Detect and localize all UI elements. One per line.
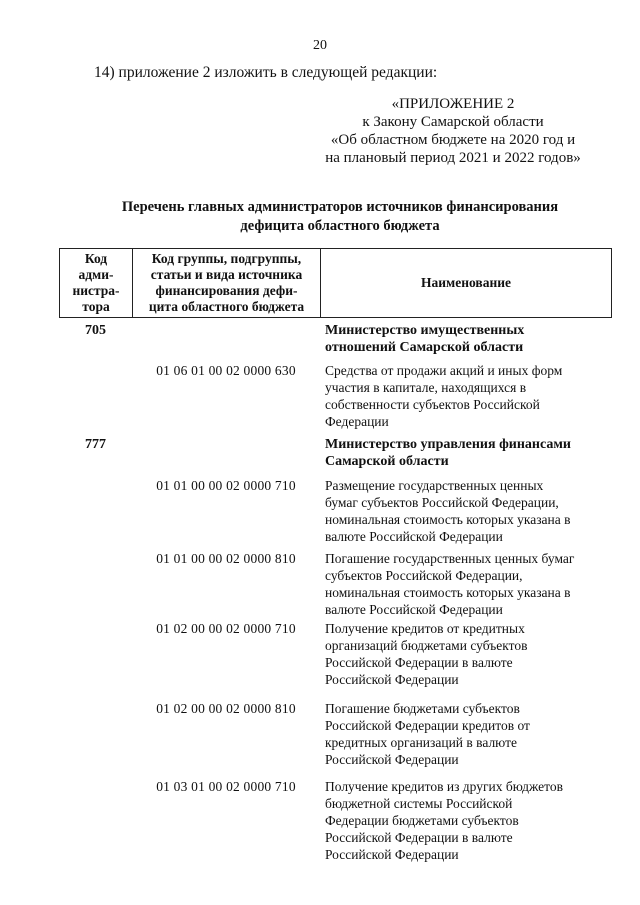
name-line: Средства от продажи акций и иных форм — [325, 363, 563, 378]
name-line: номинальная стоимость которых указана в — [325, 585, 571, 600]
name-line: Федерации бюджетами субъектов — [325, 813, 519, 828]
name-line: Российской Федерации — [325, 752, 459, 767]
name-line: субъектов Российской Федерации, — [325, 568, 523, 583]
name-line: Получение кредитов из других бюджетов — [325, 779, 563, 794]
appendix-line: «Об областном бюджете на 2020 год и — [330, 132, 576, 148]
name-line: Министерство управления финансами — [325, 437, 571, 452]
name-line: отношений Самарской области — [325, 340, 524, 355]
source-code-cell: 01 02 00 00 02 0000 810 — [156, 701, 296, 716]
name-cell — [325, 477, 610, 545]
table-header — [59, 248, 612, 318]
source-code-cell: 01 01 00 00 02 0000 710 — [156, 478, 296, 493]
name-line: собственности субъектов Российской — [325, 397, 540, 412]
source-code-cell: 01 03 01 00 02 0000 710 — [156, 779, 296, 794]
name-line: кредитных организаций в валюте — [325, 735, 517, 750]
appendix-heading — [308, 95, 598, 167]
source-code-cell: 01 06 01 00 02 0000 630 — [156, 363, 296, 378]
name-line: Погашение бюджетами субъектов — [325, 701, 520, 716]
appendix-line: на плановый период 2021 и 2022 годов» — [325, 150, 581, 166]
name-cell — [325, 322, 610, 356]
name-line: Российской Федерации в валюте — [325, 655, 513, 670]
name-cell — [325, 436, 610, 470]
admin-code-cell: 705 — [85, 323, 106, 338]
list-title-line: дефицита областного бюджета — [240, 218, 440, 234]
name-line: бюджетной системы Российской — [325, 796, 513, 811]
name-line: Российской Федерации в валюте — [325, 830, 513, 845]
header-name — [321, 249, 611, 317]
source-code-cell: 01 02 00 00 02 0000 710 — [156, 621, 296, 636]
header-admin-code — [60, 249, 133, 317]
name-cell — [325, 620, 610, 688]
header-group-code — [133, 249, 321, 317]
source-code-cell: 01 01 00 00 02 0000 810 — [156, 551, 296, 566]
name-line: Российской Федерации — [325, 847, 459, 862]
name-line: номинальная стоимость которых указана в — [325, 512, 571, 527]
name-cell — [325, 778, 610, 863]
header-admin-code-label: Код адми- нистра- тора — [72, 251, 120, 314]
name-cell — [325, 362, 610, 430]
amendment-intro: 14) приложение 2 изложить в следующей редакции: — [94, 64, 438, 81]
name-cell — [325, 550, 610, 618]
header-name-label: Наименование — [421, 275, 511, 290]
name-line: Российской Федерации кредитов от — [325, 718, 530, 733]
page-number: 20 — [313, 38, 327, 53]
name-line: Российской Федерации — [325, 672, 459, 687]
name-line: организаций бюджетами субъектов — [325, 638, 528, 653]
name-line: Размещение государственных ценных — [325, 478, 544, 493]
list-title — [60, 198, 620, 236]
name-line: Самарской области — [325, 454, 449, 469]
name-line: бумаг субъектов Российской Федерации, — [325, 495, 559, 510]
name-line: Министерство имущественных — [325, 323, 525, 338]
name-line: Погашение государственных ценных бумаг — [325, 551, 575, 566]
header-group-code-label: Код группы, подгруппы, статьи и вида источника финансирования дефи- цита областного бюджета — [148, 251, 305, 314]
list-title-line: Перечень главных администраторов источников финансирования — [121, 199, 559, 215]
name-line: участия в капитале, находящихся в — [325, 380, 527, 395]
name-line: валюте Российской Федерации — [325, 529, 503, 544]
appendix-line: «ПРИЛОЖЕНИЕ 2 — [391, 96, 515, 112]
admin-code-cell: 777 — [85, 437, 106, 452]
name-line: валюте Российской Федерации — [325, 602, 503, 617]
name-cell — [325, 700, 610, 768]
name-line: Федерации — [325, 414, 389, 429]
appendix-line: к Закону Самарской области — [362, 114, 544, 130]
name-line: Получение кредитов от кредитных — [325, 621, 525, 636]
